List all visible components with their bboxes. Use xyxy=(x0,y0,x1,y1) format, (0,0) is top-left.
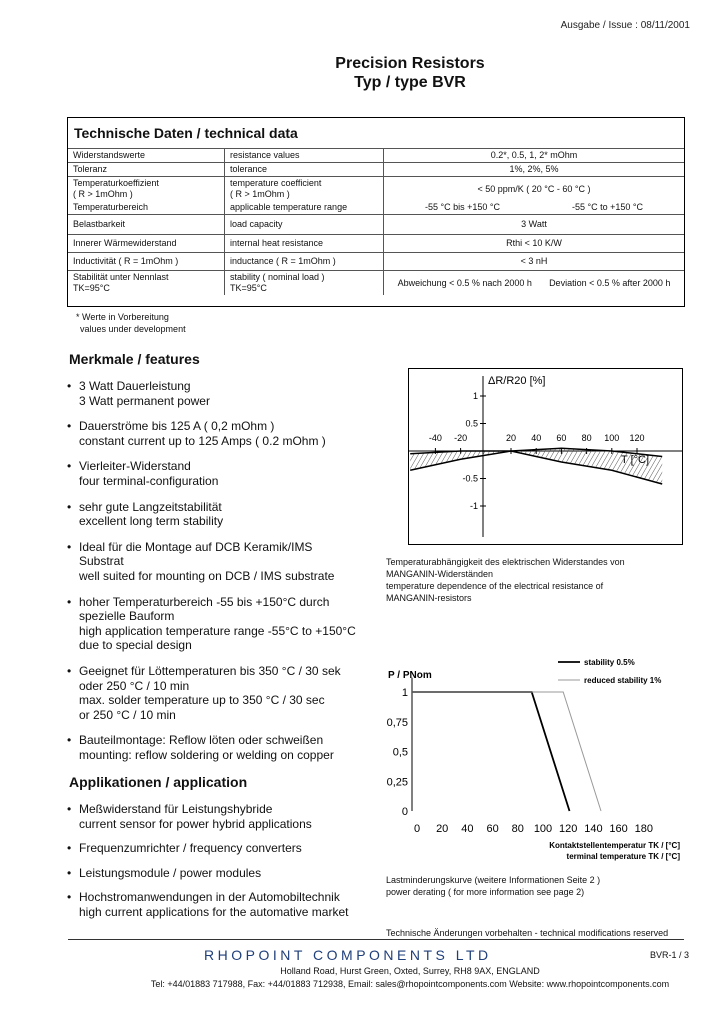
table-row xyxy=(68,177,684,202)
table-cell: Temperaturbereich xyxy=(68,201,225,215)
table-row xyxy=(68,235,684,253)
x-tick-label: 60 xyxy=(556,433,567,443)
table-row xyxy=(68,163,684,177)
table-cell: Inductivität ( R = 1mOhm ) xyxy=(68,253,225,271)
company-name: RHOPOINT COMPONENTS LTD xyxy=(204,947,492,963)
x-tick-label: 100 xyxy=(604,433,620,443)
feature-item-line: • Vierleiter-Widerstand xyxy=(79,459,191,474)
table-cell: 3 Watt xyxy=(384,215,685,235)
x-tick-label: 40 xyxy=(531,433,542,443)
table-cell xyxy=(384,271,685,296)
x-tick-label: 180 xyxy=(634,823,653,835)
table-row xyxy=(68,201,684,215)
application-item-line: • Hochstromanwendungen in der Automobiltechnik xyxy=(79,890,340,905)
feature-item-line: excellent long term stability xyxy=(79,514,224,529)
table-cell: Belastbarkeit xyxy=(68,215,225,235)
table-row xyxy=(68,253,684,271)
y-tick-label: 1 xyxy=(472,391,478,401)
applications-heading: Applikationen / application xyxy=(69,774,248,790)
x-tick-label: 20 xyxy=(436,823,449,835)
table-cell: 1%, 2%, 5% xyxy=(384,163,685,177)
y-tick-label: 0,25 xyxy=(386,776,408,789)
feature-item-line: or 250 °C / 10 min xyxy=(79,707,176,722)
cell-value-de: -55 °C bis +150 °C xyxy=(425,202,500,212)
x-tick-label: 60 xyxy=(486,823,499,835)
feature-item-line: oder 250 °C / 10 min xyxy=(79,678,190,693)
x-tick-label: 120 xyxy=(559,823,578,835)
table-row xyxy=(68,215,684,235)
y-tick-label: 0,5 xyxy=(392,746,408,759)
application-item-line: high current applications for the automative market xyxy=(79,904,349,919)
feature-item-line: • sehr gute Langzeitstabilität xyxy=(79,499,222,514)
x-tick-label: 120 xyxy=(629,433,645,443)
cell-line: TK=95°C xyxy=(73,283,110,293)
x-tick-label: 20 xyxy=(505,433,517,443)
application-item xyxy=(79,841,379,856)
chart1-caption xyxy=(386,556,686,604)
y-axis-title: P / PNom xyxy=(388,670,432,681)
y-tick-label: -1 xyxy=(469,501,478,511)
modifications-note: Technische Änderungen vorbehalten - technical modifications reserved xyxy=(386,928,669,938)
feature-item xyxy=(79,595,379,653)
issue-date: Ausgabe / Issue : 08/11/2001 xyxy=(560,20,690,31)
temperature-dependence-chart xyxy=(408,368,683,545)
application-item-line: • Meßwiderstand für Leistungshybride xyxy=(79,802,273,816)
page-subtitle: Typ / type BVR xyxy=(354,74,466,91)
cell-line: Temperaturkoeffizient xyxy=(73,178,159,188)
feature-item-line: • Geeignet für Löttemperaturen bis 350 °C / 30 sek xyxy=(79,663,341,678)
x-axis-title-en: terminal temperature TK / [°C] xyxy=(566,852,680,861)
y-axis-title: ΔR/R20 [%] xyxy=(488,375,546,387)
company-contact: Tel: +44/01883 717988, Fax: +44/01883 712938, Email: sales@rhopointcomponents.com Website: www.rhopointcomponents.com xyxy=(150,979,670,989)
table-cell xyxy=(68,177,225,202)
x-tick-label: 0 xyxy=(413,823,421,835)
legend-label: reduced stability 1% xyxy=(584,676,662,685)
feature-item-line: high application temperature range -55°C to +150°C xyxy=(79,623,356,638)
caption-line: temperature dependence of the electrical resistance of xyxy=(386,581,604,591)
caption-line: Lastminderungskurve (weitere Informationen Seite 2 ) xyxy=(386,875,601,885)
x-tick-label: 40 xyxy=(461,823,474,835)
table-cell: Toleranz xyxy=(68,163,225,177)
caption-line: Temperaturabhängigkeit des elektrischen Widerstandes von xyxy=(386,557,625,567)
application-item-line: • Frequenzumrichter / frequency converters xyxy=(79,841,302,856)
x-tick-label: -20 xyxy=(454,433,468,443)
table-cell: internal heat resistance xyxy=(225,235,384,253)
application-item xyxy=(79,890,379,919)
x-tick-label: 100 xyxy=(533,823,553,835)
company-address: Holland Road, Hurst Green, Oxted, Surrey, RH8 9AX, ENGLAND xyxy=(280,966,540,976)
application-item xyxy=(79,866,379,881)
tolerance-band xyxy=(410,448,662,484)
spec-table xyxy=(68,148,684,295)
y-tick-label: 0,75 xyxy=(386,716,408,729)
cell-line: temperature coefficient xyxy=(230,178,322,188)
power-derating-chart xyxy=(380,652,690,864)
feature-item-line: four terminal-configuration xyxy=(79,473,219,488)
feature-item-line: due to special design xyxy=(79,638,192,653)
application-item-line: • Leistungsmodule / power modules xyxy=(79,865,262,880)
feature-item-line: mounting: reflow soldering or welding on copper xyxy=(79,747,334,762)
features-heading: Merkmale / features xyxy=(69,351,200,367)
feature-item-line: • 3 Watt Dauerleistung xyxy=(79,379,191,393)
footer-divider xyxy=(68,939,684,940)
table-cell: < 3 nH xyxy=(384,253,685,271)
application-item xyxy=(79,802,379,831)
x-tick-label: 80 xyxy=(581,433,592,443)
feature-item-line: max. solder temperature up to 350 °C / 30 sec xyxy=(79,693,325,708)
table-cell: Innerer Wärmewiderstand xyxy=(68,235,225,253)
feature-item xyxy=(79,379,379,408)
feature-item xyxy=(79,419,379,448)
table-cell: inductance ( R = 1mOhm ) xyxy=(225,253,384,271)
x-tick-label: 160 xyxy=(609,823,628,835)
caption-line: MANGANIN-Widerständen xyxy=(386,569,494,579)
page-title: Precision Resistors xyxy=(335,55,485,72)
cell-line: TK=95°C xyxy=(230,283,267,293)
footnote-line: values under development xyxy=(80,324,186,334)
feature-item xyxy=(79,733,379,762)
y-tick-label: 0.5 xyxy=(465,418,478,429)
table-cell: load capacity xyxy=(225,215,384,235)
table-cell xyxy=(384,201,685,215)
cell-value-de: Abweichung < 0.5 % nach 2000 h xyxy=(397,277,532,288)
y-tick-label: 0 xyxy=(401,806,408,818)
table-row xyxy=(68,271,684,296)
series-stability xyxy=(412,692,570,811)
x-tick-label: 140 xyxy=(584,823,603,835)
feature-item-line: spezielle Bauform xyxy=(79,609,175,624)
x-axis-title: Kontaktstellentemperatur TK / [°C] xyxy=(549,841,680,850)
cell-line: ( R > 1mOhm ) xyxy=(73,189,133,199)
feature-item-line: constant current up to 125 Amps ( 0.2 mOhm ) xyxy=(79,433,326,448)
table-row xyxy=(68,149,684,163)
page-number: BVR-1 / 3 xyxy=(650,950,690,960)
feature-item-line: well suited for mounting on DCB / IMS substrate xyxy=(79,568,335,583)
feature-item-line: • hoher Temperaturbereich -55 bis +150°C durch xyxy=(79,594,330,609)
y-tick-label: 1 xyxy=(401,687,408,699)
cell-line: Stabilität unter Nennlast xyxy=(73,272,169,282)
table-cell xyxy=(225,271,384,296)
application-item-line: current sensor for power hybrid applications xyxy=(79,816,312,831)
table-cell: 0.2*, 0.5, 1, 2* mOhm xyxy=(384,149,685,163)
table-cell: resistance values xyxy=(225,149,384,163)
x-tick-label: 80 xyxy=(511,823,524,835)
table-cell xyxy=(225,177,384,202)
x-tick-label: -40 xyxy=(428,433,442,443)
spec-box xyxy=(67,117,685,307)
series-reduced-stability xyxy=(412,692,601,811)
table-cell: applicable temperature range xyxy=(225,201,384,215)
feature-item-line: Substrat xyxy=(79,554,124,569)
table-cell: Rthi < 10 K/W xyxy=(384,235,685,253)
cell-value-en: -55 °C to +150 °C xyxy=(571,202,643,212)
chart2-caption xyxy=(386,874,686,898)
footnote xyxy=(76,311,186,335)
feature-item xyxy=(79,664,379,722)
feature-item xyxy=(79,540,379,584)
feature-item-line: 3 Watt permanent power xyxy=(79,393,210,408)
table-cell: Widerstandswerte xyxy=(68,149,225,163)
features-list xyxy=(64,379,379,773)
feature-item xyxy=(79,500,379,529)
applications-list xyxy=(64,802,379,930)
spec-heading: Technische Daten / technical data xyxy=(74,125,298,141)
feature-item xyxy=(79,459,379,488)
feature-item-line: • Ideal für die Montage auf DCB Keramik/IMS xyxy=(79,539,313,554)
caption-line: MANGANIN-resistors xyxy=(386,593,472,603)
cell-line: ( R > 1mOhm ) xyxy=(230,189,290,199)
feature-item-line: • Dauerströme bis 125 A ( 0,2 mOhm ) xyxy=(79,419,275,434)
table-cell xyxy=(68,271,225,296)
caption-line: power derating ( for more information see page 2) xyxy=(386,887,585,897)
table-cell: tolerance xyxy=(225,163,384,177)
cell-value-en: Deviation < 0.5 % after 2000 h xyxy=(549,277,671,288)
footnote-line: * Werte in Vorbereitung xyxy=(76,312,169,322)
cell-line: stability ( nominal load ) xyxy=(230,272,325,282)
legend-label: stability 0.5% xyxy=(584,658,635,667)
y-tick-label: -0.5 xyxy=(462,473,478,484)
feature-item-line: • Bauteilmontage: Reflow löten oder schweißen xyxy=(79,733,324,748)
table-cell: < 50 ppm/K ( 20 °C - 60 °C ) xyxy=(384,177,685,202)
